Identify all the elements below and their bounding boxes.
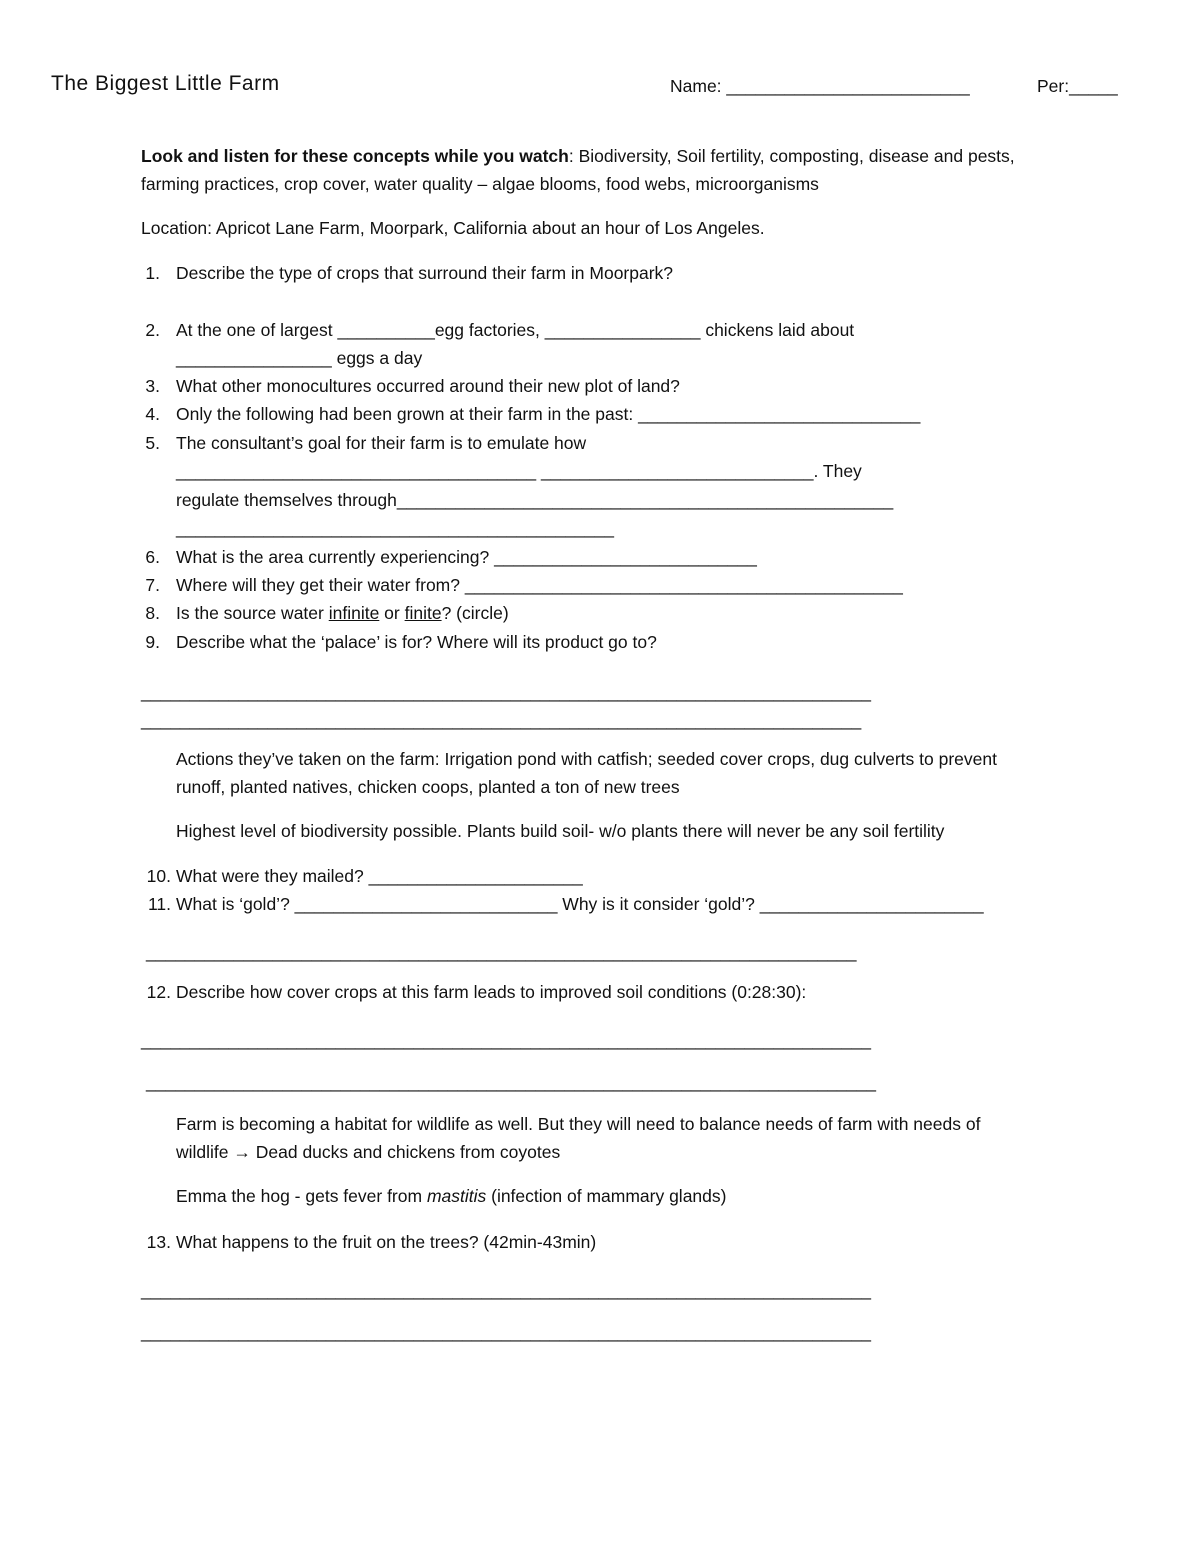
habitat-note: Farm is becoming a habitat for wildlife as well. But they will need to balance needs of farm with needs of [176, 1114, 981, 1134]
question-text-or: or [379, 603, 405, 623]
question-number: 13. [146, 1232, 171, 1252]
location-note: Location: Apricot Lane Farm, Moorpark, California about an hour of Los Angeles. [141, 218, 765, 238]
option-finite[interactable]: finite [404, 603, 442, 623]
emma-note-text-2: (infection of mammary glands) [486, 1186, 727, 1206]
answer-line-q12-2[interactable]: ___________________________________________________________________________ [146, 1072, 876, 1092]
question-text[interactable]: What were they mailed? ______________________ [176, 866, 583, 886]
habitat-note-continued [176, 1138, 560, 1166]
biodiversity-note: Highest level of biodiversity possible. Plants build soil- w/o plants there will never be any soil fertility [176, 821, 945, 841]
question-number: 5. [145, 433, 160, 453]
question-number: 9. [145, 632, 160, 652]
question-number: 2. [145, 320, 160, 340]
question-number: 8. [145, 603, 160, 623]
mastitis-term: mastitis [426, 1186, 487, 1206]
emma-note [176, 1182, 726, 1210]
question-2-continued[interactable]: ________________ eggs a day [176, 348, 423, 368]
answer-line-q11[interactable]: _________________________________________________________________________ [146, 942, 857, 962]
question-text: What other monocultures occurred around their new plot of land? [176, 376, 680, 396]
page-title: The Biggest Little Farm [51, 72, 280, 95]
question-text: Describe how cover crops at this farm leads to improved soil conditions (0:28:30): [176, 982, 807, 1002]
question-number: 11. [147, 894, 171, 914]
question-text[interactable]: At the one of largest __________egg factories, ________________ chickens laid about [176, 320, 855, 340]
option-infinite[interactable]: infinite [328, 603, 380, 623]
habitat-note-text-2: Dead ducks and chickens from coyotes [250, 1142, 561, 1162]
question-number: 3. [145, 376, 160, 396]
question-text[interactable]: Where will they get their water from? _____________________________________________ [176, 575, 903, 595]
habitat-note-text: wildlife [176, 1142, 234, 1162]
question-number: 12. [146, 982, 171, 1002]
period-field[interactable]: Per:_____ [1037, 76, 1118, 96]
question-number: 7. [145, 575, 160, 595]
question-text: The consultant’s goal for their farm is to emulate how [176, 433, 587, 453]
answer-line-q9-1[interactable]: ___________________________________________________________________________ [141, 682, 871, 702]
question-text[interactable]: What is ‘gold’? ___________________________ Why is it consider ‘gold’? _______________________ [176, 894, 984, 914]
question-number: 10. [146, 866, 171, 886]
name-field[interactable]: Name: _________________________ [670, 76, 970, 96]
right-arrow-icon: → [233, 1142, 251, 1162]
concepts-list: : Biodiversity, Soil fertility, composting, disease and pests, [568, 146, 1015, 166]
concepts-heading: Look and listen for these concepts while you watch [141, 146, 569, 166]
question-text[interactable]: Only the following had been grown at their farm in the past: _____________________________ [176, 404, 921, 424]
question-number: 6. [145, 547, 160, 567]
question-number: 4. [145, 404, 160, 424]
question-text[interactable]: What is the area currently experiencing? ___________________________ [176, 547, 757, 567]
concepts-line [141, 142, 1015, 170]
answer-line-q13-1[interactable]: ___________________________________________________________________________ [141, 1280, 871, 1300]
actions-note-continued: runoff, planted natives, chicken coops, planted a ton of new trees [176, 777, 680, 797]
emma-note-text: Emma the hog - gets fever from [176, 1186, 427, 1206]
question-5-blank-line-2[interactable]: _____________________________________________ [176, 518, 614, 538]
question-number: 1. [145, 263, 160, 283]
question-text-prefix: Is the source water [176, 603, 329, 623]
question-text: What happens to the fruit on the trees? (42min-43min) [176, 1232, 597, 1252]
actions-note: Actions they’ve taken on the farm: Irrigation pond with catfish; seeded cover crops, dug culverts to prevent [176, 749, 997, 769]
question-5-regulate-line[interactable]: regulate themselves through___________________________________________________ [176, 490, 894, 510]
question-text-suffix: ? (circle) [441, 603, 509, 623]
concepts-list-continued: farming practices, crop cover, water quality – algae blooms, food webs, microorganisms [141, 174, 819, 194]
answer-line-q9-2[interactable]: __________________________________________________________________________ [141, 710, 862, 730]
question-text [176, 599, 509, 627]
answer-line-q12-1[interactable]: ___________________________________________________________________________ [141, 1030, 871, 1050]
question-5-blank-line[interactable]: _____________________________________ ____________________________. They [176, 461, 862, 481]
question-text: Describe what the ‘palace’ is for? Where will its product go to? [176, 632, 657, 652]
question-text: Describe the type of crops that surround their farm in Moorpark? [176, 263, 674, 283]
answer-line-q13-2[interactable]: ___________________________________________________________________________ [141, 1322, 871, 1342]
